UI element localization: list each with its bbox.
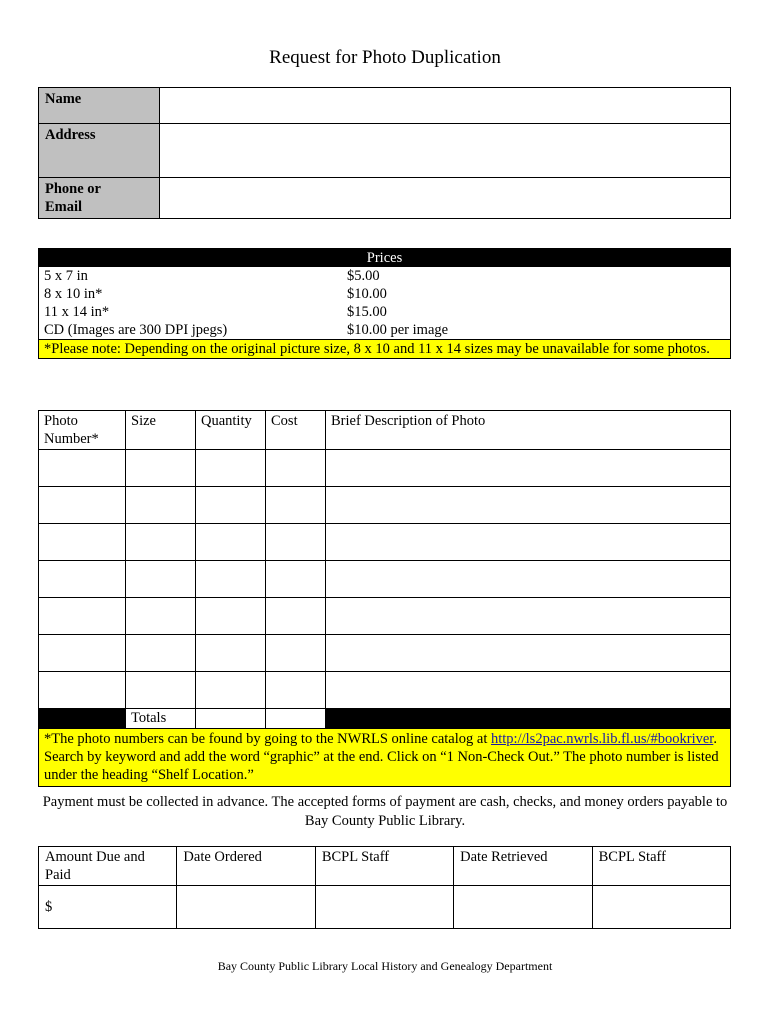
photo-entry-row [39,635,731,672]
photo-number-cell[interactable] [39,450,126,487]
quantity-cell[interactable] [196,672,266,709]
phone-label-line2: Email [45,199,83,215]
size-cell[interactable] [126,450,196,487]
description-cell[interactable] [326,487,731,524]
photo-number-header-line2: Number* [44,431,99,447]
price-item: 5 x 7 in [44,268,88,284]
photo-number-header-line1: Photo [44,413,78,429]
cost-cell[interactable] [266,487,326,524]
photo-order-table [38,410,731,787]
cost-cell[interactable] [266,672,326,709]
price-row [39,285,731,303]
date-ordered-header: Date Ordered [177,847,315,886]
photo-number-footnote [39,729,731,787]
price-value: $10.00 [347,286,387,302]
quantity-cell[interactable] [196,450,266,487]
description-header: Brief Description of Photo [326,411,731,450]
totals-row [39,709,731,729]
amount-due-header [39,847,177,886]
quantity-cell[interactable] [196,598,266,635]
size-cell[interactable] [126,487,196,524]
price-value: $5.00 [347,268,380,284]
description-cell[interactable] [326,561,731,598]
quantity-header: Quantity [196,411,266,450]
cost-cell[interactable] [266,598,326,635]
phone-email-label [39,178,160,219]
size-cell[interactable] [126,598,196,635]
photo-number-cell[interactable] [39,487,126,524]
description-cell[interactable] [326,598,731,635]
description-cell[interactable] [326,450,731,487]
date-retrieved-field[interactable] [454,886,592,929]
amount-due-line1: Amount Due and [45,849,145,865]
photo-number-cell[interactable] [39,598,126,635]
size-cell[interactable] [126,524,196,561]
name-field[interactable] [160,88,731,124]
photo-number-cell[interactable] [39,524,126,561]
total-quantity-cell[interactable] [196,709,266,729]
photo-entry-row [39,561,731,598]
size-cell[interactable] [126,561,196,598]
date-retrieved-header: Date Retrieved [454,847,592,886]
photo-entry-row [39,487,731,524]
page-title: Request for Photo Duplication [269,47,501,68]
cost-cell[interactable] [266,635,326,672]
totals-blank [39,709,126,729]
price-row [39,321,731,340]
phone-email-field[interactable] [160,178,731,219]
address-label: Address [39,124,160,178]
footnote-text-1: *The photo numbers can be found by going to the NWRLS online catalog at [44,731,491,747]
quantity-cell[interactable] [196,524,266,561]
cost-header: Cost [266,411,326,450]
prices-note: *Please note: Depending on the original picture size, 8 x 10 and 11 x 14 sizes may be unavailable for some photos. [39,340,731,359]
quantity-cell[interactable] [196,487,266,524]
name-label: Name [39,88,160,124]
prices-table [38,248,731,359]
price-row [39,303,731,321]
price-row [39,267,731,285]
photo-entry-row [39,672,731,709]
price-value: $10.00 per image [347,322,449,338]
cost-cell[interactable] [266,561,326,598]
address-field[interactable] [160,124,731,178]
photo-entry-row [39,524,731,561]
size-cell[interactable] [126,672,196,709]
description-cell[interactable] [326,524,731,561]
bcpl-staff-field-2[interactable] [592,886,730,929]
photo-entry-row [39,598,731,635]
staff-table [38,846,731,929]
cost-cell[interactable] [266,450,326,487]
price-item: 8 x 10 in* [44,286,103,302]
prices-heading: Prices [39,249,731,268]
price-item: CD (Images are 300 DPI jpegs) [44,322,228,338]
photo-entry-row [39,450,731,487]
quantity-cell[interactable] [196,635,266,672]
catalog-link[interactable]: http://ls2pac.nwrls.lib.fl.us/#bookriver [491,731,714,747]
photo-number-cell[interactable] [39,561,126,598]
size-cell[interactable] [126,635,196,672]
phone-label-line1: Phone or [45,181,101,197]
bcpl-staff-header-2: BCPL Staff [592,847,730,886]
price-value: $15.00 [347,304,387,320]
bcpl-staff-field[interactable] [315,886,453,929]
description-cell[interactable] [326,635,731,672]
size-header: Size [126,411,196,450]
amount-due-field[interactable]: $ [39,886,177,929]
photo-number-cell[interactable] [39,672,126,709]
photo-number-cell[interactable] [39,635,126,672]
photo-number-header [39,411,126,450]
cost-cell[interactable] [266,524,326,561]
description-cell[interactable] [326,672,731,709]
amount-due-line2: Paid [45,867,71,883]
quantity-cell[interactable] [196,561,266,598]
total-cost-cell[interactable] [266,709,326,729]
payment-notice: Payment must be collected in advance. The accepted forms of payment are cash, checks, and money orders payable to Bay County Public Library. [42,794,728,829]
footer-text: Bay County Public Library Local History and Genealogy Department [217,959,553,973]
totals-blank-description [326,709,731,729]
price-item: 11 x 14 in* [44,304,110,320]
date-ordered-field[interactable] [177,886,315,929]
totals-label: Totals [126,709,196,729]
footnote-text-2: . Search by keyword and add the word “graphic” at the end. Click on “1 Non-Check Out.” The photo number is listed under the heading “Shelf Location.” [44,731,719,783]
contact-table [38,87,731,219]
bcpl-staff-header: BCPL Staff [315,847,453,886]
